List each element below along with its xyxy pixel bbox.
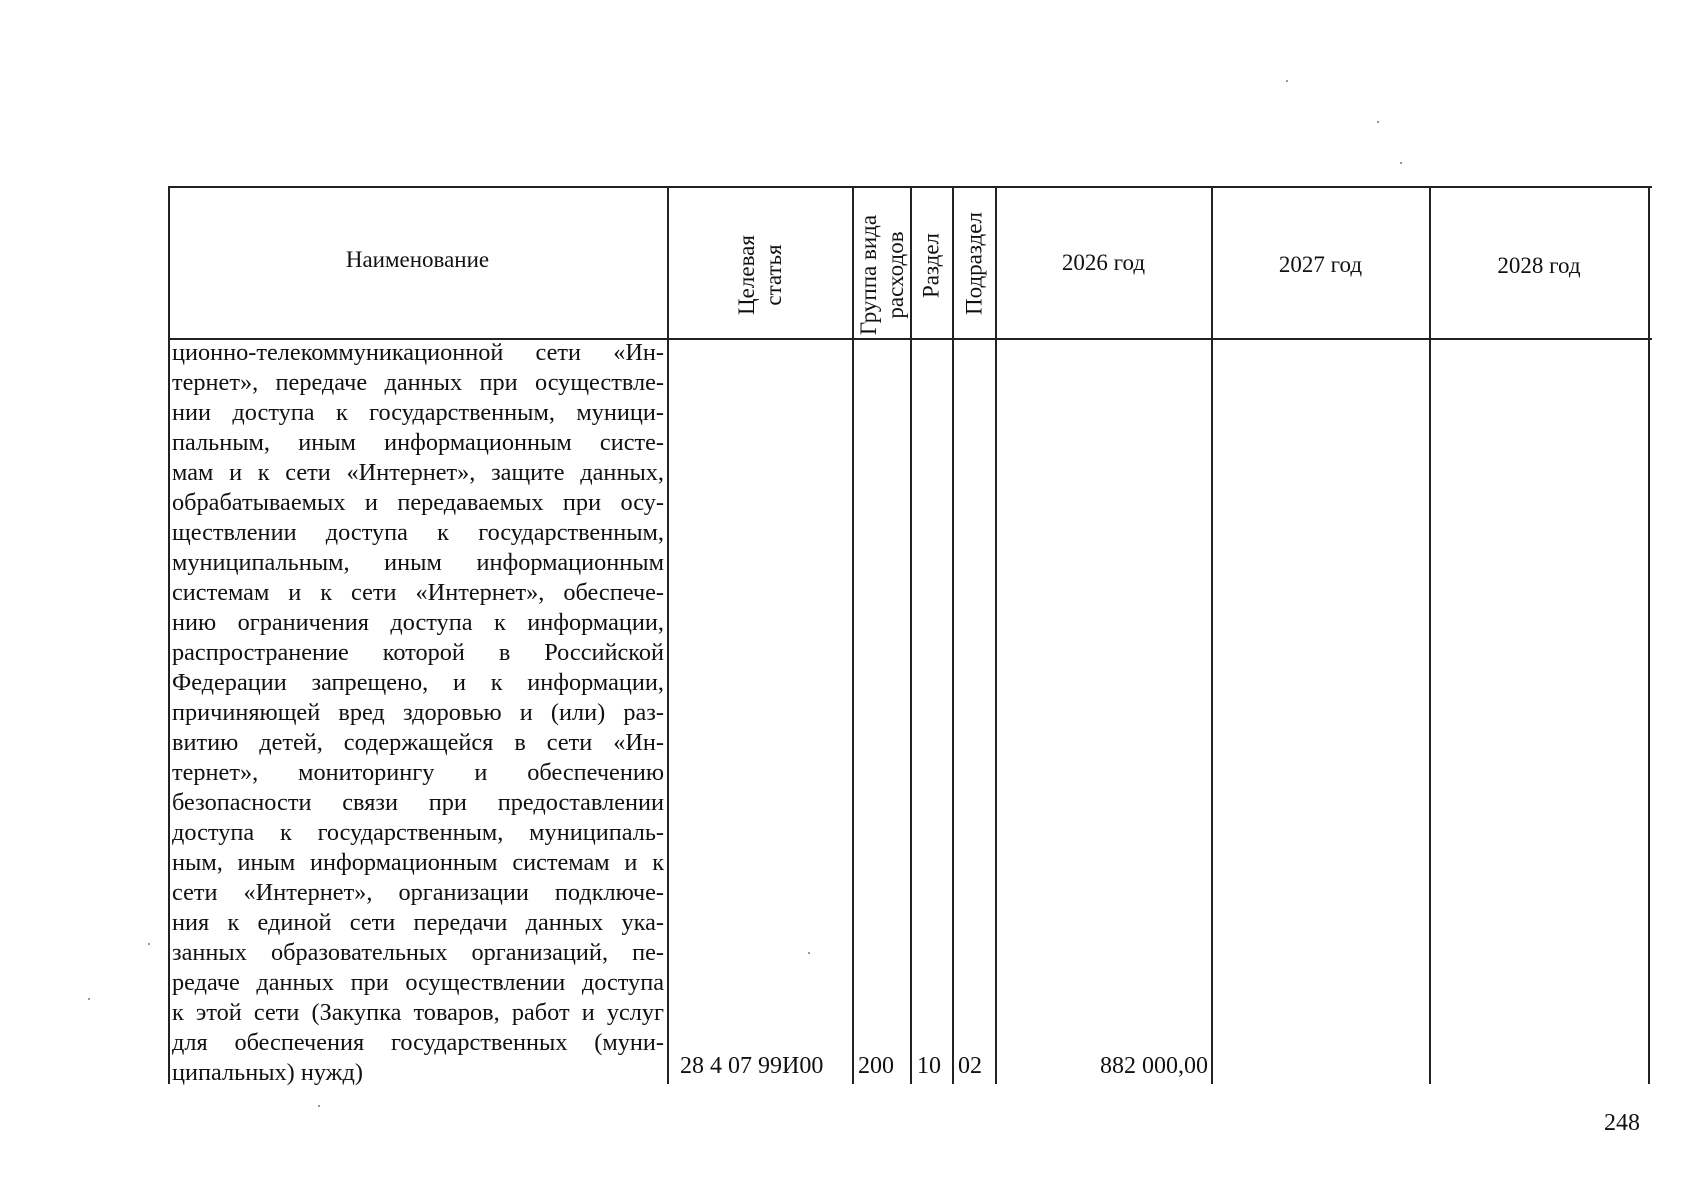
name-text-line: занных образовательных организаций, пе-	[172, 939, 664, 966]
col-border-right	[1648, 186, 1650, 1084]
row-amount-2026: 882 000,00	[1100, 1053, 1208, 1079]
col-border-4	[952, 186, 954, 1084]
name-text-line: обрабатываемых и передаваемых при осу-	[172, 489, 664, 516]
name-text-line: ционно-телекоммуникационной сети «Ин-	[172, 339, 664, 366]
name-text-line: причиняющей вред здоровью и (или) раз-	[172, 699, 664, 726]
col-border-3	[910, 186, 912, 1084]
name-text-line: сети «Интернет», организации подключе-	[172, 879, 664, 906]
col-border-1	[667, 186, 669, 1084]
name-text-line: к этой сети (Закупка товаров, работ и услуг	[172, 999, 664, 1026]
scan-speck	[148, 943, 150, 945]
col-border-2	[852, 186, 854, 1084]
col-border-6	[1211, 186, 1213, 1084]
name-text-line: для обеспечения государственных (муни-	[172, 1029, 664, 1056]
row-section: 10	[917, 1053, 941, 1079]
row-subsection: 02	[958, 1053, 982, 1079]
name-text-line: безопасности связи при предоставлении	[172, 789, 664, 816]
header-year-2028: 2028 год	[1497, 253, 1581, 278]
name-text-line: нии доступа к государственным, муници-	[172, 399, 664, 426]
name-text-line: доступа к государственным, муниципаль-	[172, 819, 664, 846]
scan-speck	[808, 952, 810, 954]
name-text-line: системам и к сети «Интернет», обеспече-	[172, 579, 664, 606]
header-year-2026: 2026 год	[1061, 250, 1146, 275]
name-text-line: ния к единой сети передачи данных ука-	[172, 909, 664, 936]
header-name: Наименование	[345, 247, 490, 272]
col-border-7	[1429, 186, 1431, 1084]
scan-speck	[1400, 162, 1402, 164]
scan-speck	[1377, 121, 1379, 123]
name-text-line: тернет», мониторингу и обеспечению	[172, 759, 664, 786]
header-year-2027: 2027 год	[1278, 252, 1363, 277]
name-text-line: тернет», передаче данных при осуществле-	[172, 369, 664, 396]
header-section: Раздел	[918, 232, 944, 299]
name-text-line: ным, иным информационным системам и к	[172, 849, 664, 876]
name-text-line: мам и к сети «Интернет», защите данных,	[172, 459, 664, 486]
header-expense-group	[855, 208, 909, 342]
header-target-line1: Целевая	[734, 235, 759, 315]
name-text-line: Федерации запрещено, и к информации,	[172, 669, 664, 696]
name-text-line: витию детей, содержащейся в сети «Ин-	[172, 729, 664, 756]
name-text-line: нию ограничения доступа к информации,	[172, 609, 664, 636]
row-expense-group: 200	[858, 1053, 894, 1079]
page-number: 248	[1604, 1110, 1640, 1136]
header-group-line2: расходов	[883, 231, 908, 319]
header-target-article	[733, 183, 787, 367]
scan-speck	[1286, 80, 1288, 82]
name-text-line: ципальных) нужд)	[172, 1059, 363, 1086]
name-text-line: пальным, иным информационным систе-	[172, 429, 664, 456]
name-text-line: муниципальным, иным информационным	[172, 549, 664, 576]
name-text-line: ществлении доступа к государственным,	[172, 519, 664, 546]
header-subsection: Подраздел	[961, 212, 987, 315]
header-target-line2: статья	[761, 244, 786, 306]
name-text-line: распространение которой в Российской	[172, 639, 664, 666]
row-name-cell	[172, 338, 664, 1088]
col-border-left	[168, 186, 170, 1084]
header-group-line1: Группа вида	[856, 214, 881, 336]
scan-speck	[318, 1105, 320, 1107]
name-text-line: редаче данных при осуществлении доступа	[172, 969, 664, 996]
scan-speck	[88, 998, 90, 1000]
col-border-5	[995, 186, 997, 1084]
row-target-article: 28 4 07 99И00	[680, 1053, 824, 1079]
